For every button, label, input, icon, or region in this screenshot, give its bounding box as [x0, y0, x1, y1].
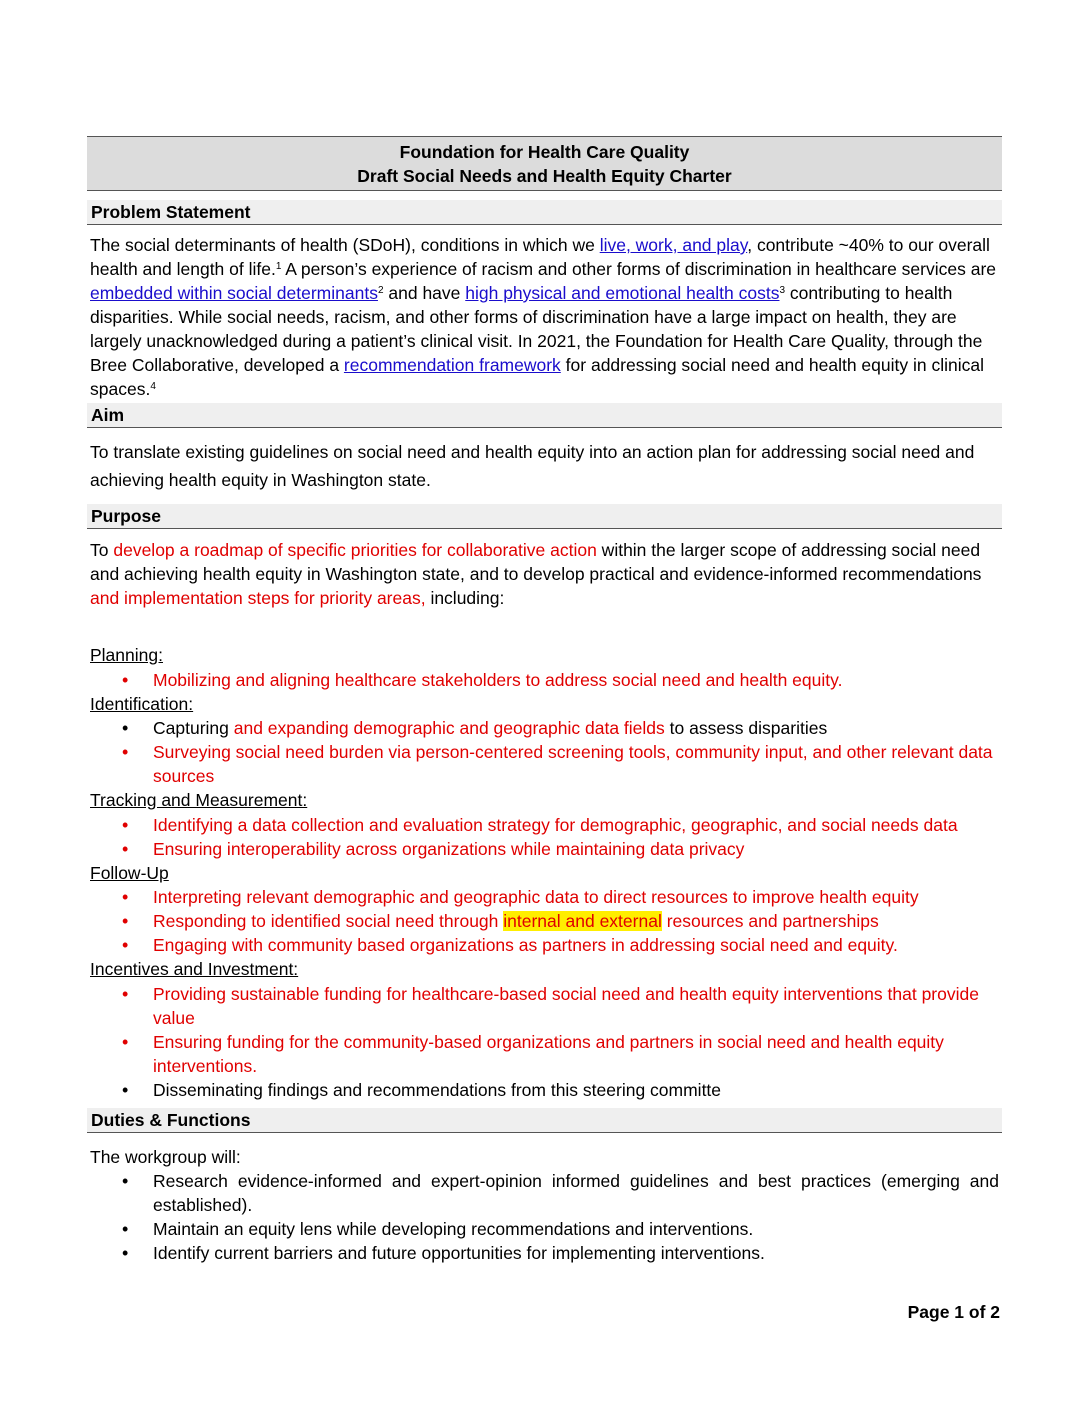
- aim-text: To translate existing guidelines on social need and health equity into an action plan for addressing social need and achieving health equity in Washington state.: [90, 442, 975, 490]
- section-heading-duties: Duties & Functions: [87, 1108, 1002, 1133]
- text-run: and have: [383, 283, 466, 303]
- link-live-work-play[interactable]: live, work, and play: [599, 235, 748, 255]
- subheading-tracking: Tracking and Measurement:: [90, 790, 308, 810]
- incentives-list: [87, 982, 1002, 1102]
- list-item: [87, 909, 1002, 933]
- text-run: Capturing: [153, 718, 234, 738]
- subheading-follow-up: Follow-Up: [90, 862, 169, 883]
- text-run: A person’s experience of racism and other forms of discrimination in healthcare services are: [281, 259, 997, 279]
- list-item: • Mobilizing and aligning healthcare stakeholders to address social need and health equity.: [87, 668, 1002, 692]
- list-item: • Surveying social need burden via person-centered screening tools, community input, and other relevant data sources: [87, 740, 1002, 788]
- tracking-list: [87, 813, 1002, 861]
- duties-list: [87, 1169, 1002, 1265]
- footnote-ref: 4: [150, 381, 156, 392]
- title-line-2: Draft Social Needs and Health Equity Charter: [357, 166, 732, 186]
- text-run: for addressing social need and health equity in clinical spaces.: [90, 355, 984, 399]
- text-run: including:: [425, 588, 505, 608]
- identification-list: [87, 716, 1002, 788]
- section-heading-problem: Problem Statement: [87, 200, 1002, 225]
- document-page: [87, 136, 1002, 1265]
- link-embedded-social-determinants[interactable]: embedded within social determinants: [90, 283, 378, 303]
- subheading-planning: Planning:: [90, 645, 163, 665]
- page-number: Page 1 of 2: [907, 1302, 1000, 1322]
- list-item: • Interpreting relevant demographic and geographic data to direct resources to improve health equity: [87, 885, 1002, 909]
- red-text-run: develop a roadmap of specific priorities for collaborative action: [113, 540, 597, 560]
- follow-up-list: [87, 885, 1002, 957]
- list-item: • Identify current barriers and future opportunities for implementing interventions.: [87, 1241, 1002, 1265]
- text-run: To: [90, 540, 114, 560]
- list-item: • Providing sustainable funding for healthcare-based social need and health equity interventions that provide value: [87, 982, 1002, 1030]
- link-recommendation-framework[interactable]: recommendation framework: [343, 355, 561, 375]
- text-run: within the larger scope of addressing social need and achieving health equity in Washington state, and to develop practical and evidence-informed recommendations: [90, 540, 982, 584]
- problem-statement-text: [87, 233, 1002, 401]
- purpose-text: [87, 538, 1002, 610]
- planning-list: [87, 668, 1002, 692]
- section-heading-purpose: Purpose: [87, 504, 1002, 529]
- document-title: [87, 136, 1002, 191]
- duties-intro: The workgroup will:: [90, 1146, 241, 1167]
- list-item: • Research evidence-informed and expert-opinion informed guidelines and best practices (emerging and established).: [87, 1169, 1002, 1217]
- text-run: , contribute ~40% to our overall health and length of life.: [90, 235, 990, 279]
- footnote-ref: 3: [779, 285, 786, 296]
- text-run: to assess disparities: [664, 718, 828, 738]
- subheading-identification: Identification:: [90, 693, 194, 714]
- subheading-incentives: Incentives and Investment:: [90, 959, 299, 979]
- list-item: • Ensuring funding for the community-based organizations and partners in social need and health equity interventions.: [87, 1030, 1002, 1078]
- text-run: contributing to health disparities. While social needs, racism, and other forms of discrimination have a large impact on health, they are largely unacknowledged during a patient’s clinical visit. In 2021, the Foundation for Health Care Quality, through the Bree Collaborative, developed a: [90, 283, 983, 375]
- red-text-run: and expanding demographic and geographic data fields: [233, 718, 665, 738]
- footnote-ref: 1: [275, 261, 282, 272]
- list-item: [87, 716, 1002, 740]
- list-item: • Engaging with community based organizations as partners in addressing social need and equity.: [87, 933, 1002, 957]
- text-run: Responding to identified social need through: [153, 911, 504, 931]
- red-text-run: and implementation steps for priority areas,: [90, 588, 426, 608]
- highlighted-text: internal and external: [503, 911, 662, 931]
- footnote-ref: 2: [377, 285, 384, 296]
- list-item: • Identifying a data collection and evaluation strategy for demographic, geographic, and social needs data: [87, 813, 1002, 837]
- text-run: resources and partnerships: [661, 911, 879, 931]
- section-heading-aim: Aim: [87, 403, 1002, 428]
- text-run: The social determinants of health (SDoH), conditions in which we: [90, 235, 600, 255]
- list-item: • Disseminating findings and recommendations from this steering committe: [87, 1078, 1002, 1102]
- link-health-costs[interactable]: high physical and emotional health costs: [465, 283, 780, 303]
- list-item: • Ensuring interoperability across organizations while maintaining data privacy: [87, 837, 1002, 861]
- title-line-1: Foundation for Health Care Quality: [399, 142, 690, 162]
- list-item: • Maintain an equity lens while developing recommendations and interventions.: [87, 1217, 1002, 1241]
